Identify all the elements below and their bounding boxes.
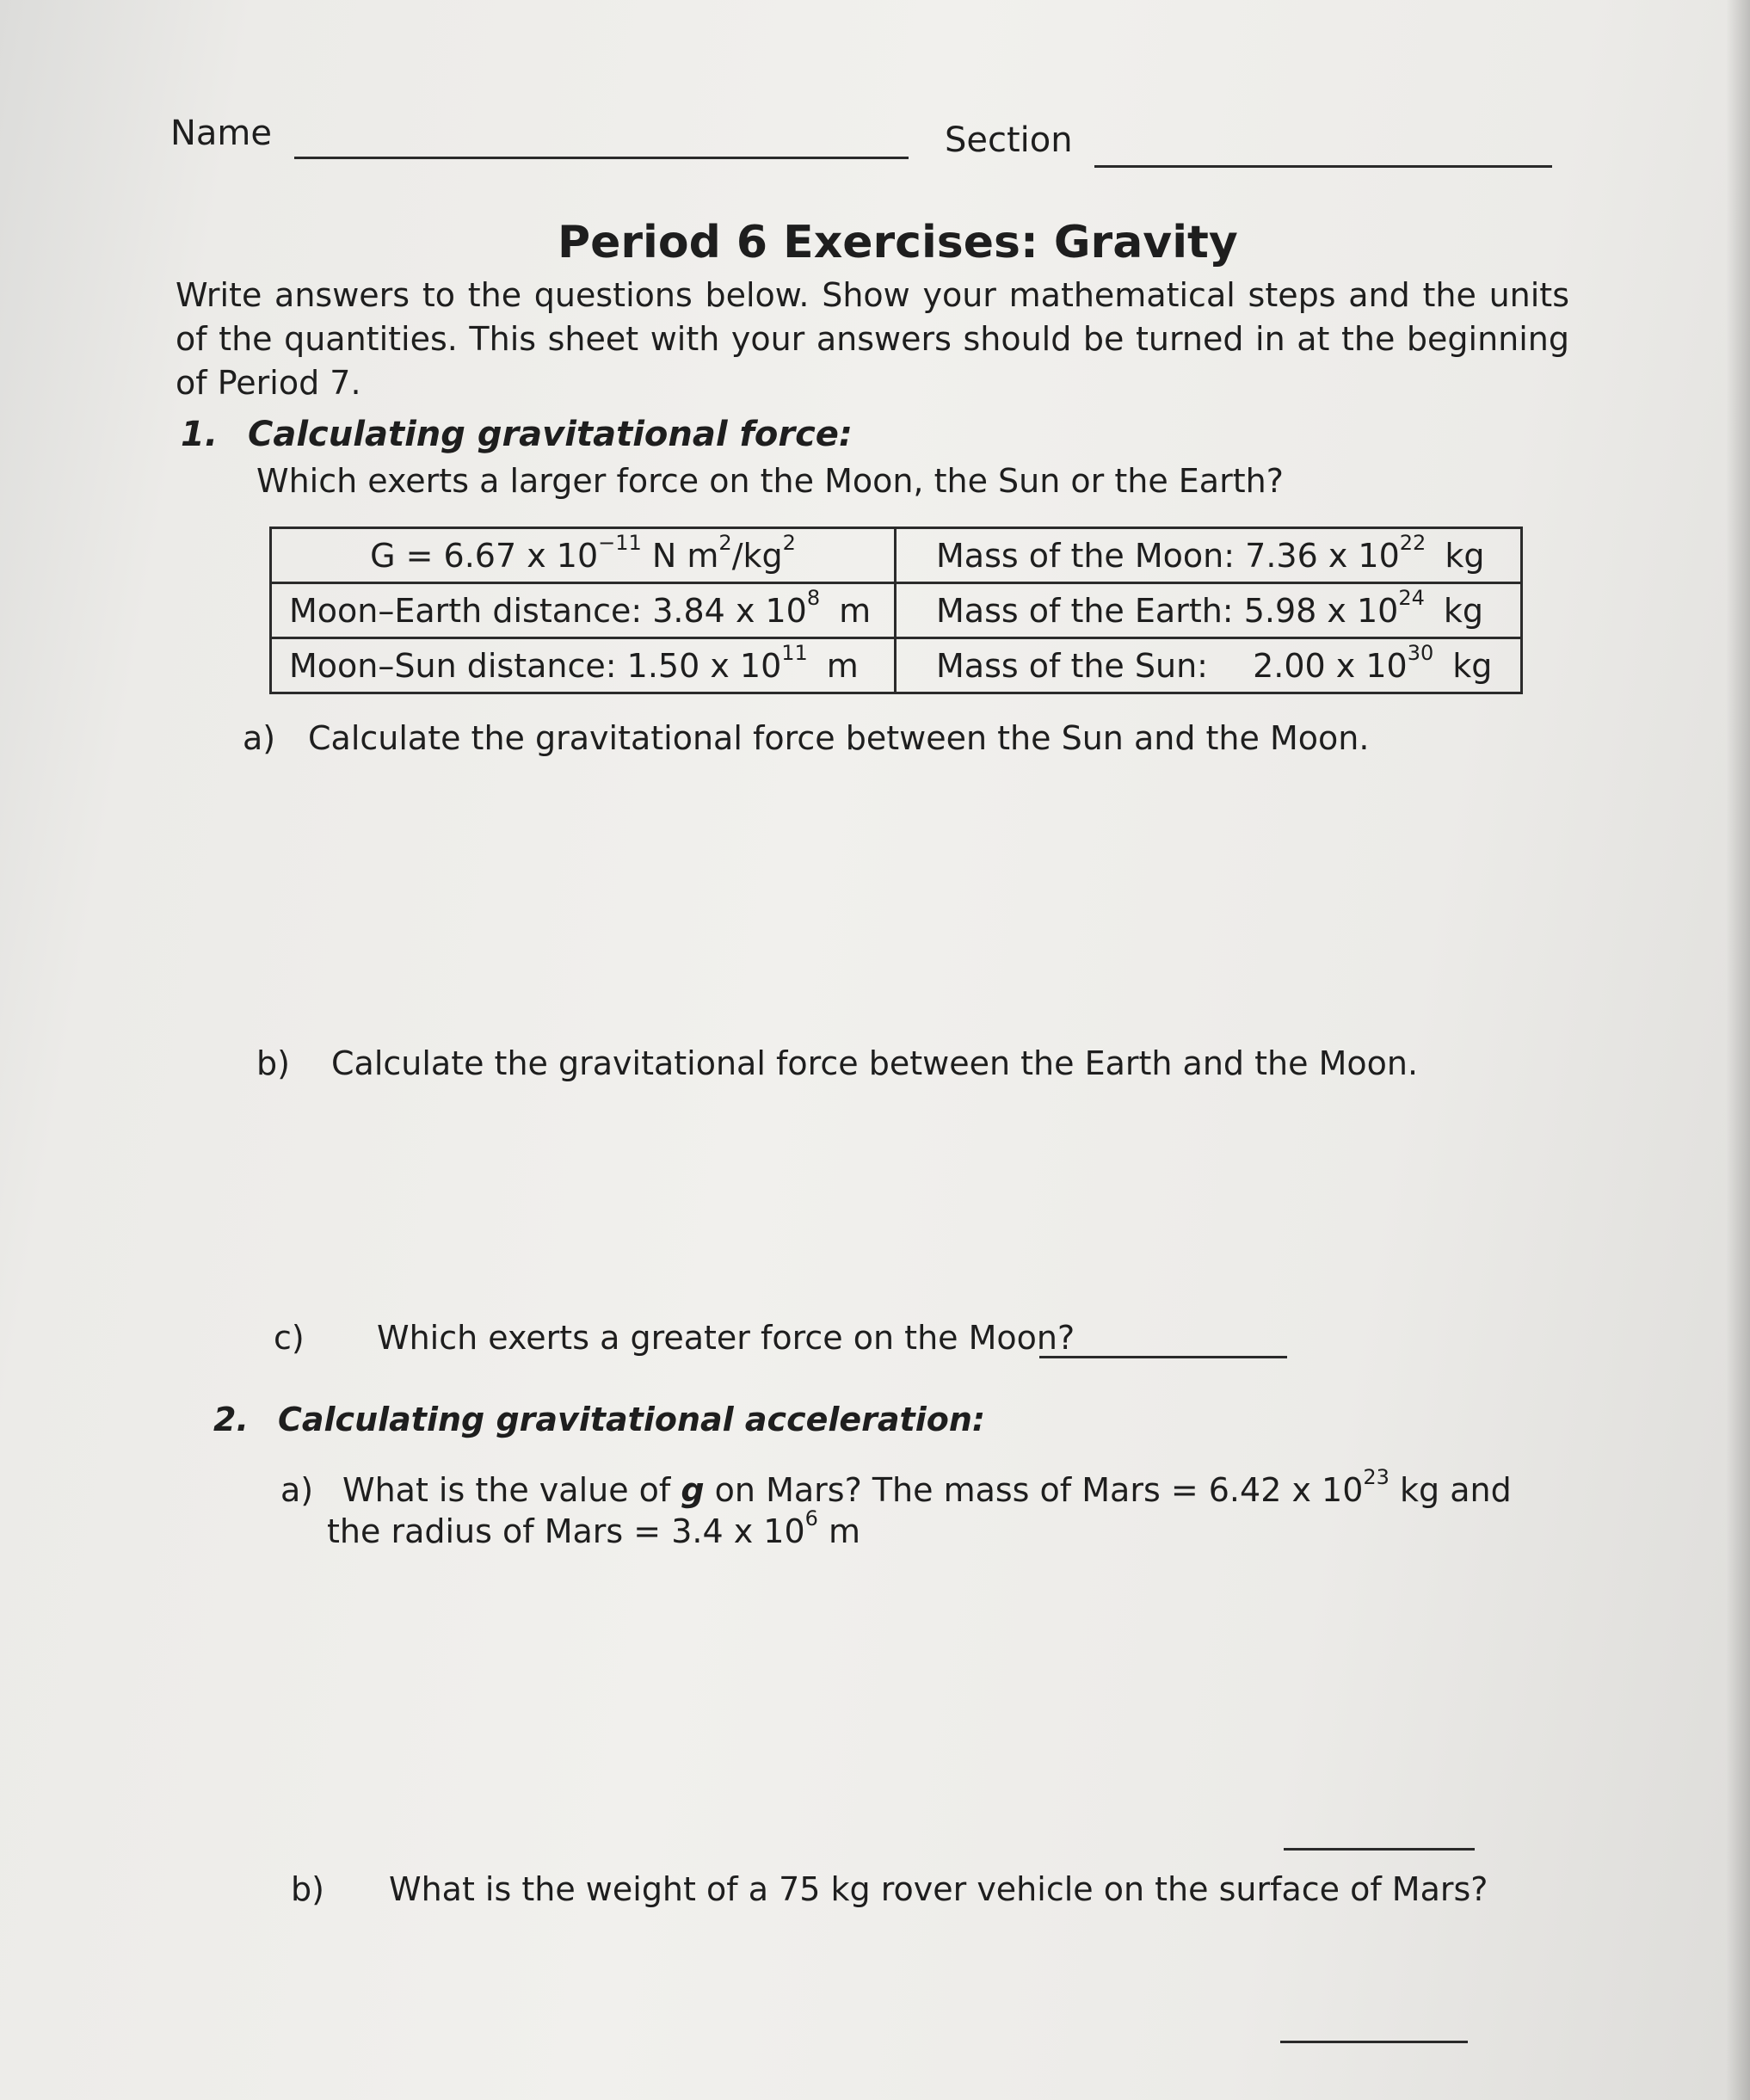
moon-sun-distance-cell: Moon–Sun distance: 1.50 x $10^{11}$ m	[271, 638, 896, 693]
q1-prompt: Which exerts a larger force on the Moon, the Sun or the Earth?	[256, 462, 1284, 500]
name-blank-line[interactable]	[294, 157, 909, 159]
g-symbol: g	[681, 1471, 705, 1509]
table-row	[271, 528, 1522, 583]
q2a-text-line2: the radius of Mars = 3.4 x $10^6$ m	[327, 1506, 861, 1550]
moon-mass-cell: Mass of the Moon: 7.36 x $10^{22}$ kg	[896, 528, 1522, 583]
q2b-answer-line[interactable]	[1280, 2041, 1468, 2043]
instructions-paragraph: Write answers to the questions below. Show your mathematical steps and the units of the quantities. This sheet with your answers should be turned in at the beginning of Period 7.	[176, 276, 1569, 402]
q1-number: 1.	[181, 415, 219, 454]
q1c-letter: c)	[274, 1319, 305, 1357]
page-title: Period 6 Exercises: Gravity	[558, 217, 1238, 268]
q1b-letter: b)	[256, 1044, 290, 1082]
q2b-text: What is the weight of a 75 kg rover vehicle on the surface of Mars?	[389, 1870, 1488, 1908]
q1b-text: Calculate the gravitational force between the Earth and the Moon.	[331, 1044, 1419, 1082]
q2b-letter: b)	[291, 1870, 324, 1908]
page-edge-shadow	[1726, 0, 1750, 2100]
moon-earth-distance-cell: Moon–Earth distance: 3.84 x $10^8$ m	[271, 583, 896, 638]
q1c-text: Which exerts a greater force on the Moon?	[377, 1319, 1075, 1357]
q2a-answer-line[interactable]	[1284, 1848, 1475, 1851]
q2-number: 2.	[213, 1401, 249, 1438]
q1-heading: Calculating gravitational force:	[248, 415, 853, 454]
q1c-answer-line[interactable]	[1039, 1356, 1287, 1358]
sun-mass-cell: Mass of the Sun: 2.00 x $10^{30}$ kg	[896, 638, 1522, 693]
constants-table	[269, 527, 1523, 694]
table-row	[271, 583, 1522, 638]
q2-heading: Calculating gravitational acceleration:	[278, 1401, 986, 1438]
q2a-text-line1: What is the value of g on Mars? The mass of Mars = 6.42 x $10^{23}$ kg and	[342, 1465, 1512, 1509]
section-label: Section	[945, 120, 1073, 160]
gravitational-constant-cell: G = 6.67 x $10^{-11}$ N $m^2/kg^2$	[271, 528, 896, 583]
q1a-text: Calculate the gravitational force between the Sun and the Moon.	[308, 719, 1370, 757]
earth-mass-cell: Mass of the Earth: 5.98 x $10^{24}$ kg	[896, 583, 1522, 638]
table-row	[271, 638, 1522, 693]
q2a-letter: a)	[280, 1471, 314, 1509]
name-label: Name	[170, 114, 273, 153]
q1a-letter: a)	[243, 719, 276, 757]
section-blank-line[interactable]	[1094, 165, 1552, 168]
